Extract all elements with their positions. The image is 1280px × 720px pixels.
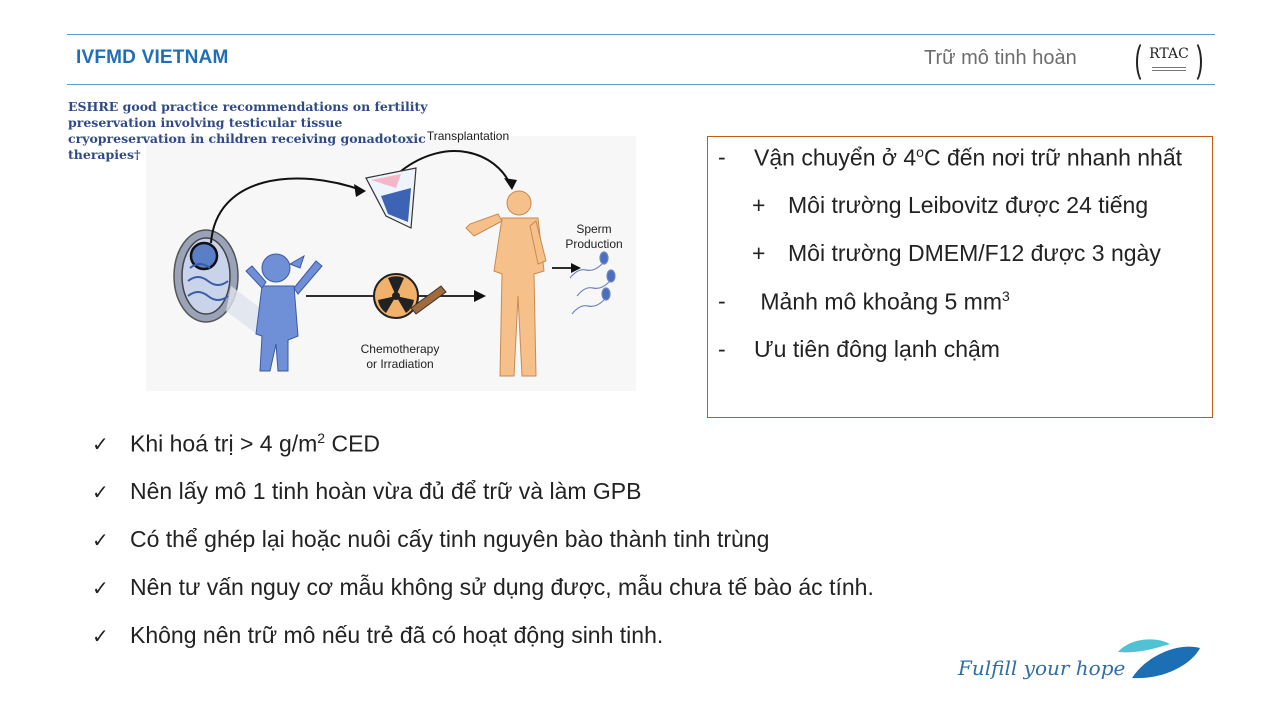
label-sperm-line2: Production — [565, 237, 623, 251]
label-chemo-line2: or Irradiation — [366, 357, 434, 371]
rtac-logo — [1136, 40, 1202, 82]
notes-marker-5: - — [718, 336, 726, 362]
logo-bracket-right — [1184, 40, 1202, 84]
notes-marker-1: - — [718, 144, 726, 170]
label-sperm-production — [554, 222, 634, 252]
label-sperm-line1: Sperm — [576, 222, 612, 236]
label-transplantation: Transplantation — [426, 129, 510, 143]
header-top-rule — [67, 34, 1215, 35]
notes-item-3: Môi trường DMEM/F12 được 3 ngày — [788, 240, 1161, 266]
slide-title: Trữ mô tinh hoàn — [924, 47, 1077, 69]
notes-item-5: Ưu tiên đông lạnh chậm — [754, 336, 1000, 362]
check-item-4-text: Nên tư vấn nguy cơ mẫu không sử dụng được, mẫu chưa tế bào ác tính. — [130, 574, 874, 600]
check-item-5-text: Không nên trữ mô nếu trẻ đã có hoạt động sinh tinh. — [130, 622, 664, 648]
check-item-1-tail: CED — [325, 430, 381, 457]
check-icon: ✓ — [92, 432, 109, 456]
notes-item-4-text: Mảnh mô khoảng 5 mm — [754, 288, 1003, 315]
rtac-logo-subtext — [1152, 65, 1186, 71]
check-icon: ✓ — [92, 624, 109, 648]
check-item-1-sup: 2 — [317, 430, 326, 446]
check-icon: ✓ — [92, 480, 109, 504]
transport-notes-box — [707, 136, 1213, 418]
notes-marker-3: + — [752, 240, 766, 266]
header-bottom-rule — [67, 84, 1215, 85]
rtac-logo-text: RTAC — [1149, 46, 1189, 62]
check-icon: ✓ — [92, 528, 109, 552]
check-icon: ✓ — [92, 576, 109, 600]
notes-item-4 — [754, 288, 1010, 316]
check-item-1-text — [130, 430, 380, 458]
notes-item-2: Môi trường Leibovitz được 24 tiếng — [788, 192, 1149, 218]
figure-caption: ESHRE good practice recommendations on fertility preservation involving testicular tissue cryopreservation in children receiving gonadotoxic therapies† — [68, 99, 428, 162]
notes-item-1-text: Vận chuyển ở 4 — [754, 144, 917, 171]
notes-marker-2: + — [752, 192, 766, 218]
fertility-preservation-figure — [66, 96, 646, 396]
brand-name: IVFMD VIETNAM — [76, 47, 229, 68]
notes-item-1-tail: C đến nơi trữ nhanh nhất — [923, 144, 1183, 171]
tagline: Fulfill your hope — [958, 656, 1126, 680]
notes-item-4-sup: 3 — [1002, 288, 1010, 304]
check-item-1-main: Khi hoá trị > 4 g/m — [130, 430, 318, 457]
notes-item-1 — [754, 144, 1182, 172]
label-chemotherapy — [348, 342, 452, 372]
label-chemo-line1: Chemotherapy — [360, 342, 440, 356]
notes-item-1-sup: o — [916, 144, 924, 160]
leaf-logo-icon — [1112, 634, 1204, 682]
check-item-2-text: Nên lấy mô 1 tinh hoàn vừa đủ để trữ và làm GPB — [130, 478, 642, 504]
notes-marker-4: - — [718, 288, 726, 314]
check-item-3-text: Có thể ghép lại hoặc nuôi cấy tinh nguyên bào thành tinh trùng — [130, 526, 770, 552]
